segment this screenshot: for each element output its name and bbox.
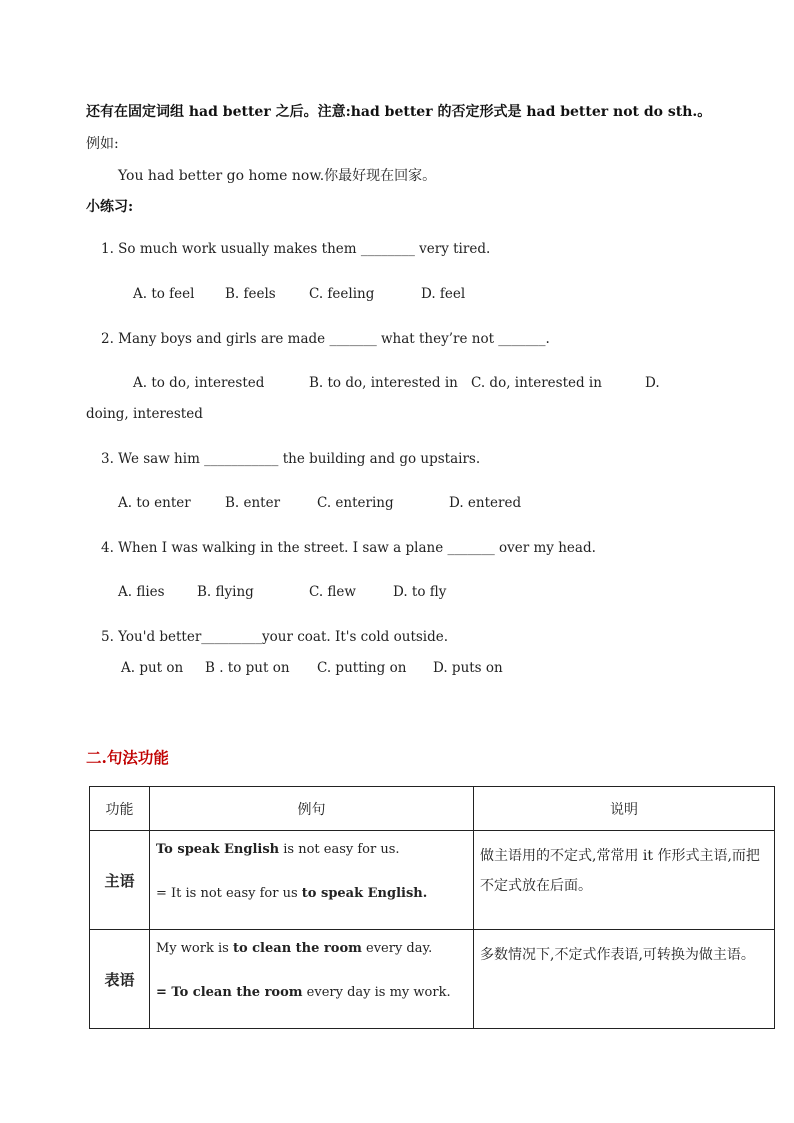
example-bold: To speak English	[156, 842, 280, 857]
q4-option-d: D. to fly	[393, 584, 447, 600]
table-row	[90, 831, 775, 930]
table-row	[90, 930, 775, 1029]
example-line	[156, 841, 467, 885]
q2-option-c: C. do, interested in	[471, 375, 602, 391]
question-1-stem: 1. So much work usually makes them ________ very tired.	[101, 241, 491, 257]
section-title: 二.句法功能	[86, 748, 169, 767]
header-explanation: 说明	[474, 787, 775, 831]
q4-option-a: A. flies	[118, 584, 165, 600]
question-2-stem: 2. Many boys and girls are made _______ what they’re not _______.	[101, 331, 550, 347]
practice-title: 小练习:	[86, 199, 134, 215]
header-function: 功能	[90, 787, 150, 831]
example-line	[156, 885, 467, 929]
example-text: My work is	[156, 941, 233, 956]
q1-option-a: A. to feel	[133, 286, 195, 302]
grammar-note: 还有在固定词组 had better 之后。注意:had better 的否定形式是 had better not do sth.。	[86, 104, 712, 120]
q2-option-d: D.	[645, 375, 660, 391]
example-cell	[150, 831, 474, 930]
role-predicative: 表语	[90, 930, 150, 1029]
question-3-stem: 3. We saw him ___________ the building and go upstairs.	[101, 451, 481, 467]
question-4-stem: 4. When I was walking in the street. I saw a plane _______ over my head.	[101, 540, 596, 556]
example-text: every day.	[361, 941, 433, 956]
header-example: 例句	[150, 787, 474, 831]
q1-option-c: C. feeling	[309, 286, 375, 302]
q2-option-d-text: doing, interested	[86, 406, 203, 422]
q5-option-b: B . to put on	[205, 660, 290, 676]
q3-option-c: C. entering	[317, 495, 394, 511]
q3-option-a: A. to enter	[118, 495, 191, 511]
q5-option-a: A. put on	[121, 660, 184, 676]
example-text: is not easy for us.	[279, 842, 400, 857]
q1-option-d: D. feel	[421, 286, 466, 302]
q2-option-b: B. to do, interested in	[309, 375, 458, 391]
example-label: 例如:	[86, 136, 119, 152]
example-bold: to speak English.	[301, 886, 428, 901]
example-text: = It is not easy for us	[156, 886, 302, 901]
question-5-stem: 5. You'd better_________your coat. It's cold outside.	[101, 629, 449, 645]
q1-option-b: B. feels	[225, 286, 276, 302]
example-cell	[150, 930, 474, 1029]
q3-option-b: B. enter	[225, 495, 281, 511]
example-line	[156, 940, 467, 984]
explanation-cell: 做主语用的不定式,常常用 it 作形式主语,而把不定式放在后面。	[474, 831, 775, 930]
example-text: every day is my work.	[302, 985, 451, 1000]
example-bold: = To clean the room	[156, 985, 303, 1000]
explanation-cell: 多数情况下,不定式作表语,可转换为做主语。	[474, 930, 775, 1029]
q2-option-a: A. to do, interested	[133, 375, 265, 391]
q4-option-b: B. flying	[197, 584, 254, 600]
q3-option-d: D. entered	[449, 495, 522, 511]
q4-option-c: C. flew	[309, 584, 356, 600]
syntax-function-table	[89, 786, 775, 1029]
example-bold: to clean the room	[232, 941, 362, 956]
example-line	[156, 984, 467, 1028]
q5-option-d: D. puts on	[433, 660, 503, 676]
example-sentence: You had better go home now.你最好现在回家。	[118, 168, 437, 184]
q5-option-c: C. putting on	[317, 660, 407, 676]
role-subject: 主语	[90, 831, 150, 930]
